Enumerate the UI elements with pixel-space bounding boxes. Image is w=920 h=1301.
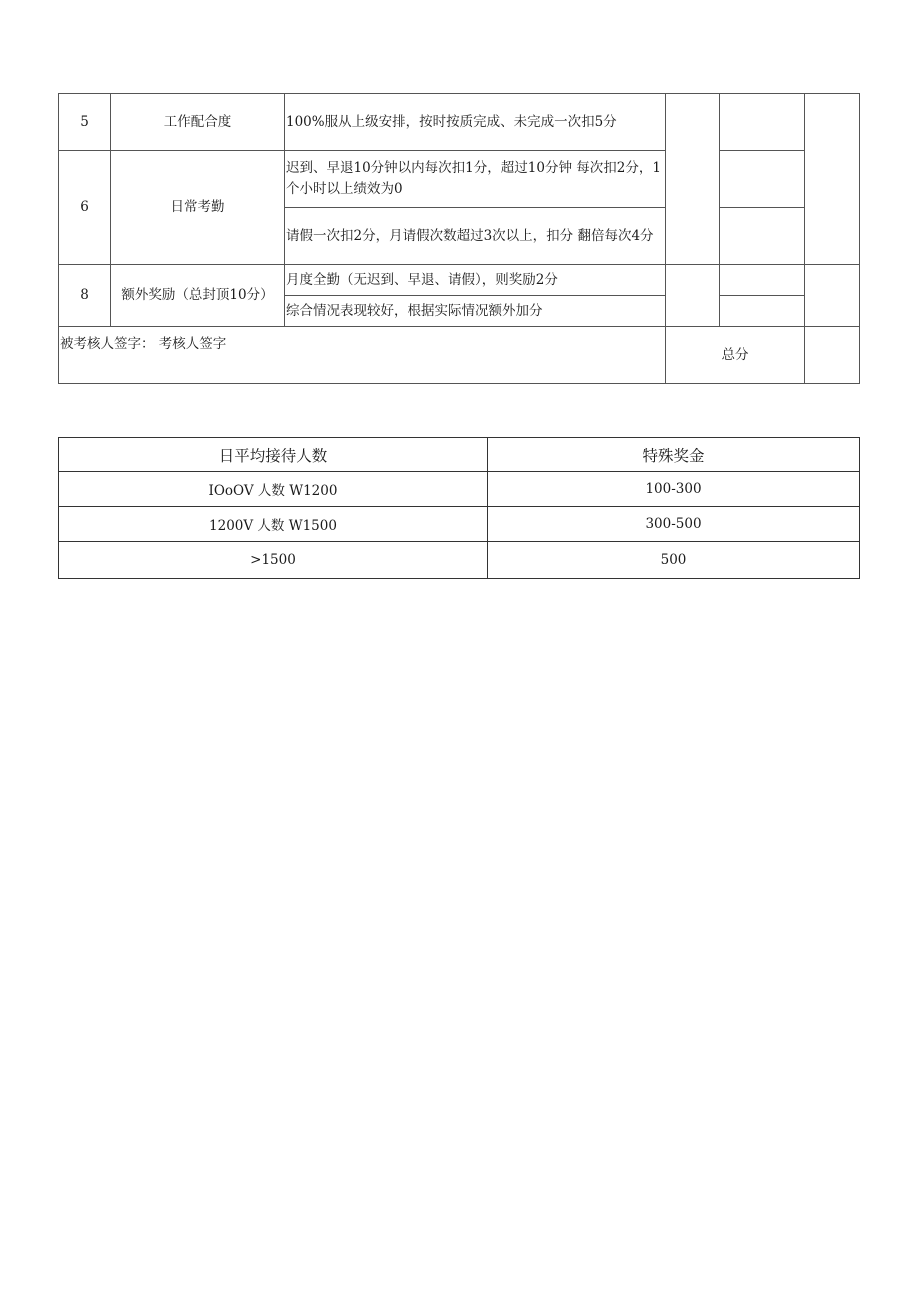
table-row	[59, 94, 860, 151]
score-cell	[805, 265, 860, 327]
assessment-criteria: 月度全勤（无迟到、早退、请假），则奖励2分	[285, 265, 666, 296]
table-row	[59, 542, 860, 579]
score-cell	[720, 265, 805, 296]
bonus-amount: 100-300	[488, 472, 860, 507]
score-cell	[720, 208, 805, 265]
table-row	[59, 265, 860, 296]
total-score-cell	[805, 327, 860, 384]
table-row	[59, 507, 860, 542]
table-row	[59, 151, 860, 208]
column-header: 特殊奖金	[488, 438, 860, 472]
score-cell	[720, 296, 805, 327]
score-cell	[720, 94, 805, 151]
table-header-row	[59, 438, 860, 472]
daily-visitors-range: IOoOV 人数 W1200	[59, 472, 488, 507]
bonus-amount: 500	[488, 542, 860, 579]
assessment-item: 日常考勤	[111, 151, 285, 265]
signature-label: 被考核人签字： 考核人签字	[59, 327, 666, 384]
assessment-criteria: 100%服从上级安排，按时按质完成、未完成一次扣5分	[285, 94, 666, 151]
bonus-amount: 300-500	[488, 507, 860, 542]
daily-visitors-range: >1500	[59, 542, 488, 579]
total-label: 总分	[666, 327, 805, 384]
assessment-criteria: 迟到、早退10分钟以内每次扣1分，超过10分钟 每次扣2分，1个小时以上绩效为0	[285, 151, 666, 208]
assessment-item: 工作配合度	[111, 94, 285, 151]
score-cell	[720, 151, 805, 208]
score-cell	[666, 265, 720, 327]
special-bonus-table	[58, 437, 860, 579]
column-header: 日平均接待人数	[59, 438, 488, 472]
daily-visitors-range: 1200V 人数 W1500	[59, 507, 488, 542]
table-row	[59, 472, 860, 507]
score-cell	[666, 94, 720, 265]
assessment-criteria: 请假一次扣2分，月请假次数超过3次以上，扣分 翻倍每次4分	[285, 208, 666, 265]
signature-row	[59, 327, 860, 384]
assessment-item: 额外奖励（总封顶10分）	[111, 265, 285, 327]
score-cell	[805, 94, 860, 265]
performance-score-table	[58, 93, 860, 384]
assessment-criteria: 综合情况表现较好，根据实际情况额外加分	[285, 296, 666, 327]
row-number: 6	[59, 151, 111, 265]
row-number: 5	[59, 94, 111, 151]
row-number: 8	[59, 265, 111, 327]
